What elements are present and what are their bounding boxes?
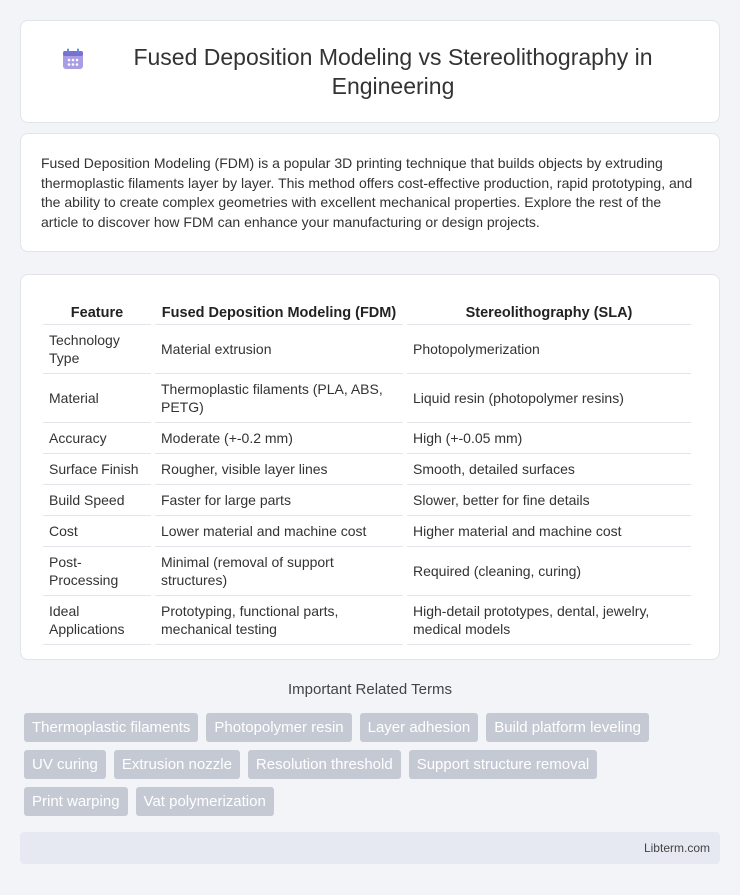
fdm-cell: Thermoplastic filaments (PLA, ABS, PETG) xyxy=(155,374,403,423)
term-tag[interactable]: Build platform leveling xyxy=(486,713,649,742)
sla-cell: Required (cleaning, curing) xyxy=(407,547,691,596)
table-header-row xyxy=(43,295,691,325)
fdm-cell: Moderate (+-0.2 mm) xyxy=(155,423,403,454)
feature-cell: Technology Type xyxy=(43,325,151,374)
fdm-cell: Prototyping, functional parts, mechanical testing xyxy=(155,596,403,645)
feature-cell: Accuracy xyxy=(43,423,151,454)
related-terms-heading: Important Related Terms xyxy=(288,681,452,698)
table-row xyxy=(43,374,691,423)
term-tag[interactable]: Print warping xyxy=(24,787,128,816)
intro-card xyxy=(20,133,720,252)
fdm-cell: Rougher, visible layer lines xyxy=(155,454,403,485)
table-row xyxy=(43,325,691,374)
feature-cell: Cost xyxy=(43,516,151,547)
fdm-cell: Faster for large parts xyxy=(155,485,403,516)
feature-cell: Build Speed xyxy=(43,485,151,516)
sla-cell: Higher material and machine cost xyxy=(407,516,691,547)
term-tag[interactable]: Support structure removal xyxy=(409,750,598,779)
calendar-icon xyxy=(61,47,85,71)
term-tag[interactable]: UV curing xyxy=(24,750,106,779)
column-header-sla: Stereolithography (SLA) xyxy=(407,295,691,325)
sla-cell: Slower, better for fine details xyxy=(407,485,691,516)
table-row xyxy=(43,454,691,485)
column-header-fdm: Fused Deposition Modeling (FDM) xyxy=(155,295,403,325)
sla-cell: Photopolymerization xyxy=(407,325,691,374)
footer xyxy=(20,832,720,864)
related-terms-list xyxy=(24,713,704,816)
table-row xyxy=(43,596,691,645)
fdm-cell: Minimal (removal of support structures) xyxy=(155,547,403,596)
term-tag[interactable]: Thermoplastic filaments xyxy=(24,713,198,742)
term-tag[interactable]: Layer adhesion xyxy=(360,713,479,742)
sla-cell: Liquid resin (photopolymer resins) xyxy=(407,374,691,423)
feature-cell: Post-Processing xyxy=(43,547,151,596)
intro-paragraph: Fused Deposition Modeling (FDM) is a popular 3D printing technique that builds objects by extruding thermoplastic filaments layer by layer. This method offers cost-effective production, rapid prototyping, and the ability to create complex geometries with excellent mechanical properties. Explore the rest of the article to discover how FDM can enhance your manufacturing or design projects. xyxy=(41,155,693,230)
feature-cell: Ideal Applications xyxy=(43,596,151,645)
table-row xyxy=(43,423,691,454)
fdm-cell: Material extrusion xyxy=(155,325,403,374)
term-tag[interactable]: Resolution threshold xyxy=(248,750,401,779)
term-tag[interactable]: Vat polymerization xyxy=(136,787,274,816)
term-tag[interactable]: Photopolymer resin xyxy=(206,713,351,742)
sla-cell: High-detail prototypes, dental, jewelry, medical models xyxy=(407,596,691,645)
feature-cell: Material xyxy=(43,374,151,423)
table-row xyxy=(43,547,691,596)
table-row xyxy=(43,485,691,516)
fdm-cell: Lower material and machine cost xyxy=(155,516,403,547)
title-card xyxy=(20,20,720,123)
column-header-feature: Feature xyxy=(43,295,151,325)
term-tag[interactable]: Extrusion nozzle xyxy=(114,750,240,779)
comparison-table xyxy=(39,295,695,645)
title-wrap xyxy=(21,43,719,101)
comparison-card xyxy=(20,274,720,660)
sla-cell: High (+-0.05 mm) xyxy=(407,423,691,454)
feature-cell: Surface Finish xyxy=(43,454,151,485)
table-row xyxy=(43,516,691,547)
footer-site-link[interactable]: Libterm.com xyxy=(643,841,710,855)
sla-cell: Smooth, detailed surfaces xyxy=(407,454,691,485)
page-title: Fused Deposition Modeling vs Stereolithography in Engineering xyxy=(133,43,653,99)
